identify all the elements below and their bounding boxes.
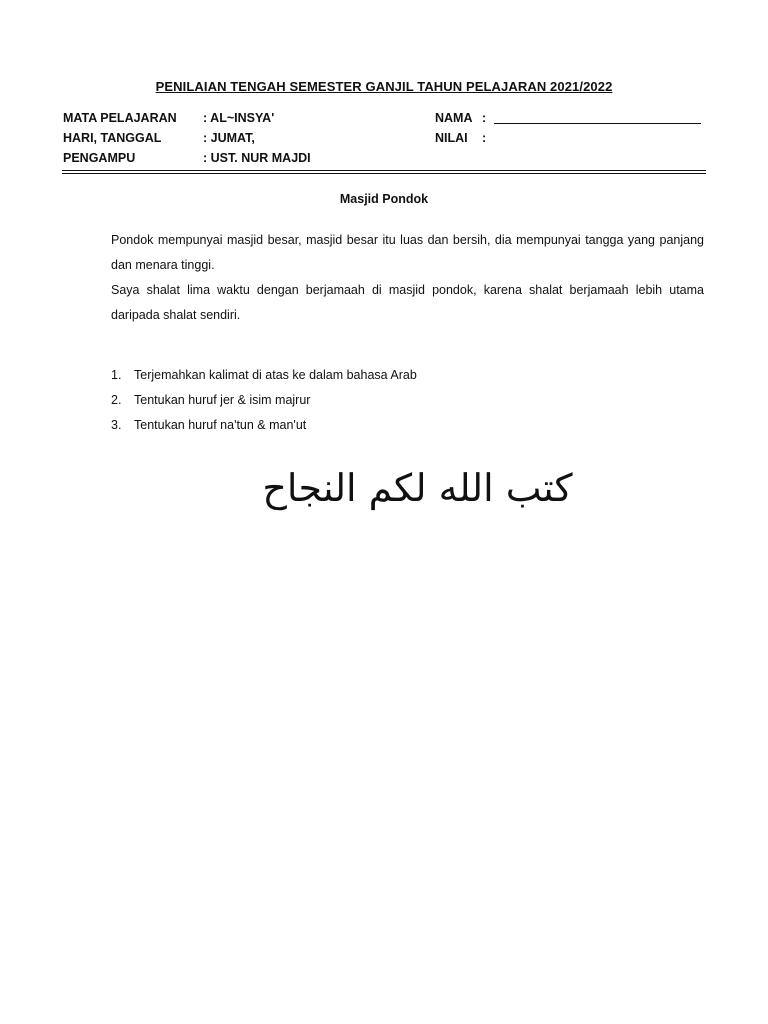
question-text: Terjemahkan kalimat di atas ke dalam bahasa Arab [134,368,417,382]
exam-title: PENILAIAN TENGAH SEMESTER GANJIL TAHUN PELAJARAN 2021/2022 [155,79,613,94]
name-field-row [435,109,715,127]
question-text: Tentukan huruf na'tun & man'ut [134,418,307,432]
name-label: NAMA [435,111,473,125]
subject-value: : AL~INSYA' [203,111,275,125]
subject-label: MATA PELAJARAN [63,111,177,125]
reading-paragraph-2: Saya shalat lima waktu dengan berjamaah di masjid pondok, karena shalat berjamaah lebih utama daripada shalat sendiri. [111,283,704,322]
teacher-value: : UST. NUR MAJDI [203,151,311,165]
teacher-label: PENGAMPU [63,151,136,165]
score-label: NILAI [435,131,468,145]
question-number: 1. [111,368,122,382]
question-text: Tentukan huruf jer & isim majrur [134,393,311,407]
question-number: 2. [111,393,122,407]
reading-paragraph-1: Pondok mempunyai masjid besar, masjid besar itu luas dan bersih, dia mempunyai tangga yang panjang dan menara tinggi. [111,233,704,272]
name-colon: : [482,111,487,125]
header-divider-bottom [62,173,706,174]
header-divider-top [62,170,706,171]
question-number: 3. [111,418,122,432]
date-value: : JUMAT, [203,131,255,145]
arabic-blessing: كتب الله لكم النجاح [262,466,573,510]
reading-title: Masjid Pondok [339,192,429,206]
date-label: HARI, TANGGAL [63,131,162,145]
score-colon: : [482,131,487,145]
name-fill-line[interactable] [494,123,701,124]
